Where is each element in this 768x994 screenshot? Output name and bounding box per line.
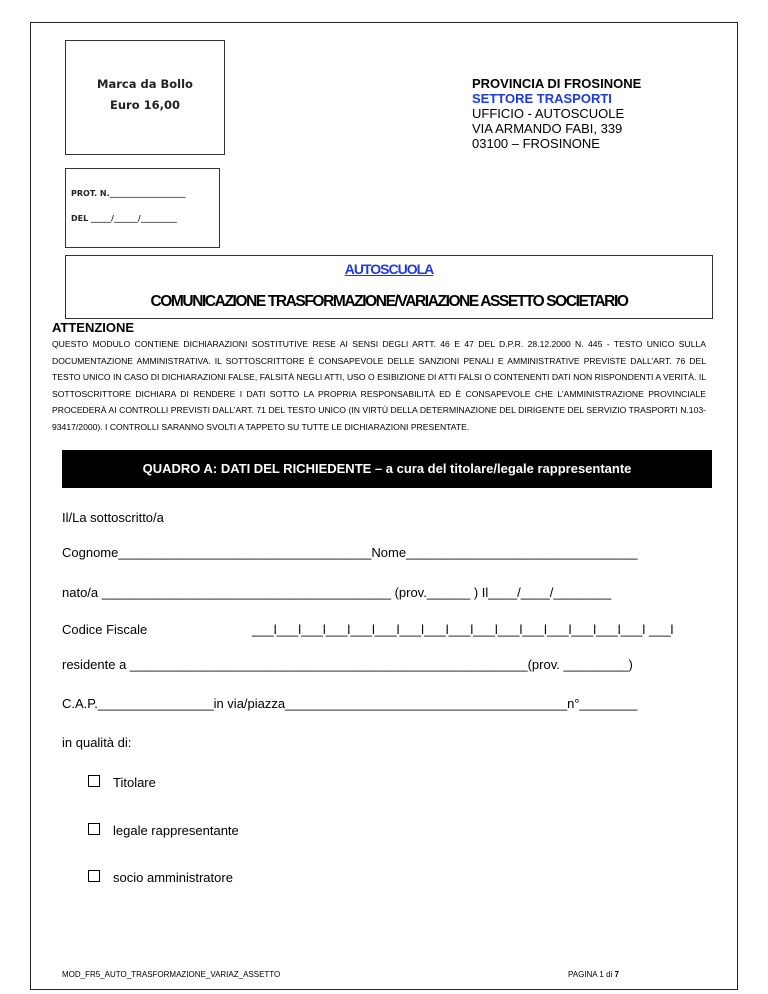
attention-heading: ATTENZIONE bbox=[52, 320, 135, 335]
page-total: 7 bbox=[614, 970, 619, 979]
option-socio-amministratore-label: socio amministratore bbox=[113, 870, 233, 885]
form-code: MOD_FR5_AUTO_TRASFORMAZIONE_VARIAZ_ASSETTO bbox=[62, 970, 281, 979]
residence-field[interactable]: residente a _______________________________________________________(prov. _________) bbox=[62, 657, 633, 672]
option-titolare-label: Titolare bbox=[113, 775, 156, 790]
fiscal-code-field[interactable]: ___l___l___l___l___l___l___l___l___l___l___l___l___l___l___l___l ___l bbox=[252, 622, 674, 637]
protocol-box bbox=[65, 168, 220, 248]
revenue-stamp-box bbox=[65, 40, 225, 155]
section-a-header bbox=[62, 450, 712, 488]
protocol-number-field[interactable]: PROT. N.___________________ bbox=[71, 189, 186, 198]
address-field[interactable]: C.A.P.________________in via/piazza_______________________________________n°________ bbox=[62, 696, 638, 711]
title-box bbox=[65, 255, 713, 319]
option-legale-rappresentante-label: legale rappresentante bbox=[113, 823, 239, 838]
page-number-prefix: PAGINA 1 di bbox=[568, 970, 615, 979]
section-a-title: QUADRO A: DATI DEL RICHIEDENTE – a cura del titolare/legale rappresentante bbox=[142, 461, 632, 476]
undersigned-label: Il/La sottoscritto/a bbox=[62, 510, 164, 525]
checkbox-titolare[interactable] bbox=[88, 775, 100, 787]
birth-field[interactable]: nato/a ________________________________________ (prov.______ ) Il____/____/________ bbox=[62, 585, 612, 600]
office-name: UFFICIO - AUTOSCUOLE bbox=[472, 106, 625, 121]
capacity-label: in qualità di: bbox=[62, 735, 132, 750]
sector-name: SETTORE TRASPORTI bbox=[472, 91, 612, 106]
attention-text: QUESTO MODULO CONTIENE DICHIARAZIONI SOSTITUTIVE RESE AI SENSI DEGLI ARTT. 46 E 47 DEL D.P.R. 28.12.2000 N. 445 - TESTO UNICO SULLA DOCUMENTAZIONE AMMINISTRATIVA. IL SOTTOSCRITTORE È CONSAPEVOLE DELLE SANZIONI PENALI E AMMINISTRATIVE PREVISTE DALL’ART. 76 DEL TESTO UNICO IN CASO DI DICHIARAZIONI FALSE, FALSITÀ NEGLI ATTI, USO O ESIBIZIONE DI ATTI FALSI O CONTENENTI DATI NON RISPONDENTI A VERITÀ. IL SOTTOSCRITTORE DICHIARA DI RENDERE I DATI SOTTO LA PROPRIA RESPONSABILITÀ ED È CONSAPEVOLE CHE L’AMMINISTRAZIONE PROVINCIALE PROCEDERÀ AI CONTROLLI PREVISTI DALL’ART. 71 DEL TESTO UNICO (IN VIRTÙ DELLA DETERMINAZIONE DEL DIRIGENTE DEL SERVIZIO TRASPORTI N.103-93417/2000). I CONTROLLI SARANNO SVOLTI A TAPPETO SU TUTTE LE DICHIARAZIONI PRESENTATE. bbox=[52, 339, 706, 432]
office-street: VIA ARMANDO FABI, 339 bbox=[472, 121, 623, 136]
stamp-amount: Euro 16,00 bbox=[110, 98, 180, 112]
checkbox-socio-amministratore[interactable] bbox=[88, 870, 100, 882]
province-name: PROVINCIA DI FROSINONE bbox=[472, 76, 642, 91]
page-number bbox=[568, 970, 619, 979]
office-city: 03100 – FROSINONE bbox=[472, 136, 600, 151]
stamp-label: Marca da Bollo bbox=[97, 77, 193, 91]
surname-name-field[interactable]: Cognome___________________________________Nome________________________________ bbox=[62, 545, 638, 560]
form-category: AUTOSCUOLA bbox=[344, 261, 434, 277]
protocol-date-field[interactable]: DEL _____/______/_________ bbox=[71, 214, 177, 223]
checkbox-legale-rappresentante[interactable] bbox=[88, 823, 100, 835]
office-address bbox=[472, 76, 641, 151]
form-title: COMUNICAZIONE TRASFORMAZIONE/VARIAZIONE ASSETTO SOCIETARIO bbox=[150, 293, 628, 310]
fiscal-code-label: Codice Fiscale bbox=[62, 622, 148, 637]
